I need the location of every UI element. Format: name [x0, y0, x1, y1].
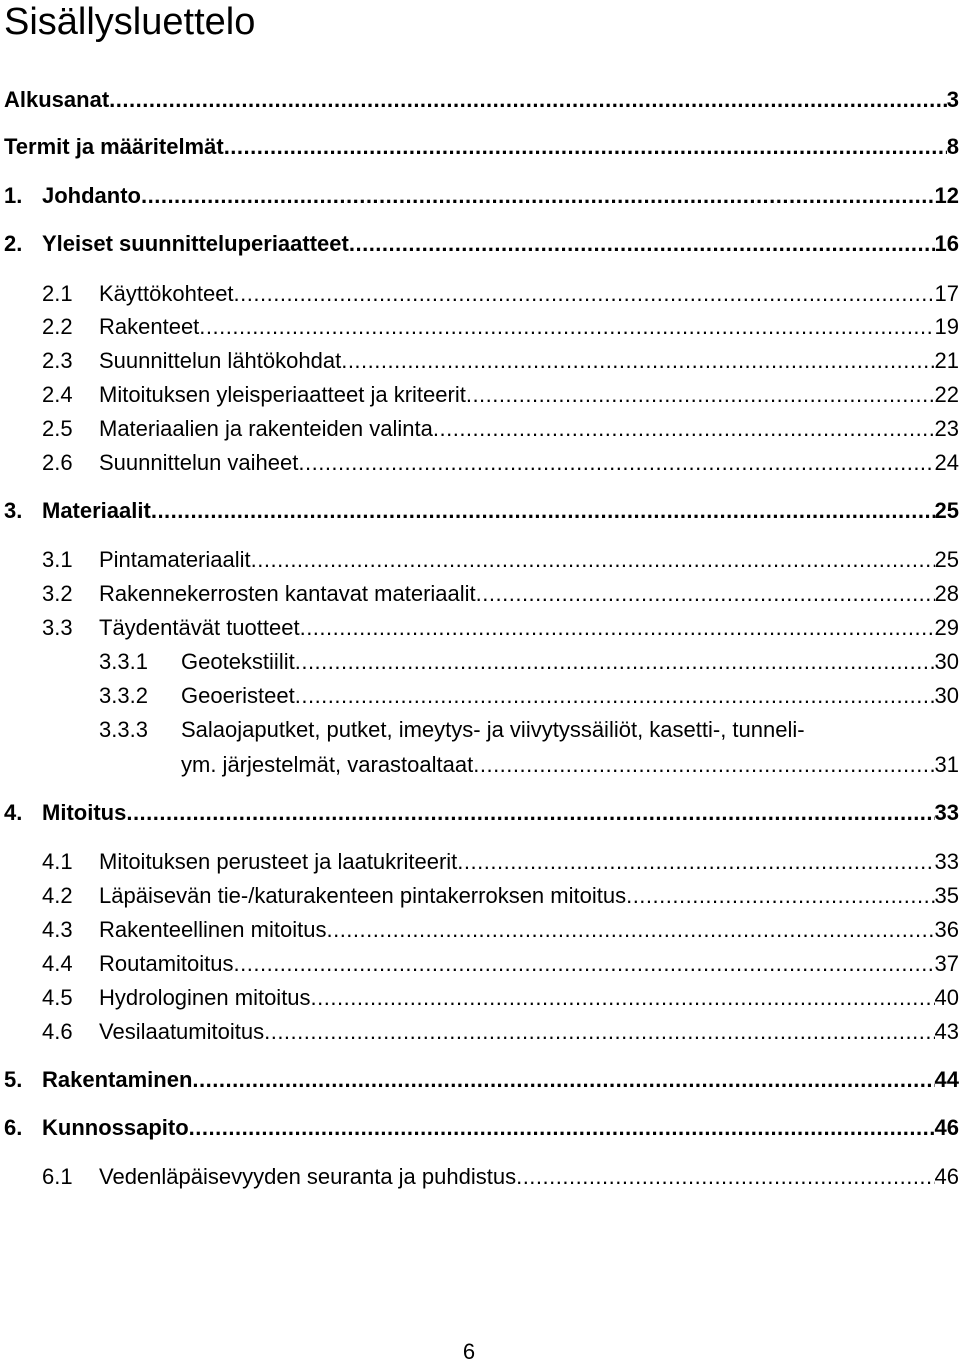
toc-entry-label: Käyttökohteet — [99, 281, 234, 306]
toc-entry-2[interactable] — [4, 230, 959, 258]
toc-entry-4-2[interactable] — [42, 882, 959, 910]
toc-entry-label: Läpäisevän tie-/katurakenteen pintakerroksen mitoitus — [99, 883, 627, 908]
toc-entry-page: 19 — [934, 314, 959, 339]
toc-entry-number: 6.1 — [42, 1164, 73, 1189]
toc-leader-dots — [433, 415, 935, 443]
toc-leader-dots — [466, 381, 935, 409]
toc-entry-2-4[interactable] — [42, 381, 959, 409]
toc-entry-4-1[interactable] — [42, 848, 959, 876]
toc-entry-page: 24 — [934, 450, 959, 475]
toc-entry-number: 4.1 — [42, 849, 73, 874]
toc-entry-3-3-2[interactable] — [99, 682, 959, 710]
toc-entry-label: Pintamateriaalit — [99, 547, 251, 572]
toc-entry-page: 40 — [934, 985, 959, 1010]
toc-entry-number: 2.4 — [42, 382, 73, 407]
toc-entry-number: 4.5 — [42, 985, 73, 1010]
toc-entry-2-3[interactable] — [42, 347, 959, 375]
toc-entry-page: 37 — [934, 951, 959, 976]
toc-leader-dots — [476, 580, 935, 608]
toc-leader-dots — [300, 614, 935, 642]
toc-entry-page: 3 — [946, 87, 959, 112]
toc-entry-5[interactable] — [4, 1066, 959, 1094]
toc-entry-label: Materiaalit — [42, 498, 151, 523]
toc-entry-page: 16 — [934, 231, 959, 256]
toc-entry-label: Täydentävät tuotteet — [99, 615, 300, 640]
toc-entry-number: 4.6 — [42, 1019, 73, 1044]
toc-entry-label: Rakenteellinen mitoitus — [99, 917, 327, 942]
toc-entry-6-1[interactable] — [42, 1163, 959, 1191]
toc-leader-dots — [295, 648, 935, 676]
toc-entry-3-1[interactable] — [42, 546, 959, 574]
toc-entry-4-4[interactable] — [42, 950, 959, 978]
toc-entry-page: 25 — [934, 498, 959, 523]
toc-entry-page: 28 — [934, 581, 959, 606]
toc-entry-2-6[interactable] — [42, 449, 959, 477]
toc-entry-number: 2.5 — [42, 416, 73, 441]
toc-leader-dots — [224, 133, 947, 161]
toc-entry-number: 2.3 — [42, 348, 73, 373]
toc-leader-dots — [141, 182, 935, 210]
toc-entry-page: 29 — [934, 615, 959, 640]
toc-entry-page: 46 — [934, 1164, 959, 1189]
toc-entry-label: Termit ja määritelmät — [4, 134, 224, 159]
toc-entry-3-3-1[interactable] — [99, 648, 959, 676]
toc-entry-page: 17 — [934, 281, 959, 306]
toc-entry-3-3-3-line2[interactable] — [181, 751, 959, 779]
toc-leader-dots — [264, 1018, 934, 1046]
toc-entry-number: 4.4 — [42, 951, 73, 976]
toc-leader-dots — [251, 546, 935, 574]
page-title: Sisällysluettelo — [4, 1, 256, 43]
toc-entry-number: 4.3 — [42, 917, 73, 942]
toc-leader-dots — [457, 848, 934, 876]
toc-entry-label-continued: ym. järjestelmät, varastoaltaat — [181, 752, 474, 777]
toc-entry-number: 2.2 — [42, 314, 73, 339]
toc-entry-4-3[interactable] — [42, 916, 959, 944]
toc-entry-label: Kunnossapito — [42, 1115, 189, 1140]
toc-entry-3-2[interactable] — [42, 580, 959, 608]
toc-entry-alkusanat[interactable] — [4, 86, 959, 114]
toc-entry-number: 3.3.1 — [99, 649, 148, 674]
toc-entry-page: 22 — [934, 382, 959, 407]
toc-entry-2-2[interactable] — [42, 313, 959, 341]
toc-entry-2-5[interactable] — [42, 415, 959, 443]
toc-entry-label: Rakentaminen — [42, 1067, 193, 1092]
toc-entry-page: 31 — [934, 752, 959, 777]
toc-entry-label: Geoeristeet — [181, 683, 295, 708]
toc-entry-label: Mitoituksen yleisperiaatteet ja kriteerit — [99, 382, 466, 407]
toc-entry-page: 33 — [934, 800, 959, 825]
toc-entry-1[interactable] — [4, 182, 959, 210]
toc-entry-4[interactable] — [4, 799, 959, 827]
toc-entry-4-5[interactable] — [42, 984, 959, 1012]
toc-entry-number: 4. — [4, 800, 23, 825]
toc-entry-number: 3. — [4, 498, 23, 523]
toc-entry-page: 44 — [934, 1067, 959, 1092]
toc-entry-page: 46 — [934, 1115, 959, 1140]
toc-entry-page: 25 — [934, 547, 959, 572]
toc-leader-dots — [151, 497, 935, 525]
toc-leader-dots — [234, 280, 935, 308]
toc-entry-number: 2.6 — [42, 450, 73, 475]
toc-entry-number: 1. — [4, 183, 23, 208]
toc-leader-dots — [326, 916, 934, 944]
toc-leader-dots — [626, 882, 934, 910]
toc-entry-page: 30 — [934, 683, 959, 708]
toc-leader-dots — [473, 751, 934, 779]
toc-entry-label: Yleiset suunnitteluperiaatteet — [42, 231, 349, 256]
toc-entry-number: 5. — [4, 1067, 23, 1092]
toc-entry-label: Johdanto — [42, 183, 141, 208]
toc-entry-number: 2.1 — [42, 281, 73, 306]
toc-entry-number: 3.1 — [42, 547, 73, 572]
toc-entry-label: Mitoitus — [42, 800, 127, 825]
toc-leader-dots — [295, 682, 935, 710]
toc-entry-label: Hydrologinen mitoitus — [99, 985, 311, 1010]
toc-entry-label: Materiaalien ja rakenteiden valinta — [99, 416, 433, 441]
toc-entry-3[interactable] — [4, 497, 959, 525]
toc-entry-label: Rakennekerrosten kantavat materiaalit — [99, 581, 476, 606]
footer-page-number: 6 — [462, 1339, 476, 1364]
toc-leader-dots — [516, 1163, 934, 1191]
toc-leader-dots — [126, 799, 934, 827]
toc-entry-label: Vedenläpäisevyyden seuranta ja puhdistus — [99, 1164, 517, 1189]
toc-entry-label: Suunnittelun lähtökohdat — [99, 348, 342, 373]
toc-entry-label: Routamitoitus — [99, 951, 234, 976]
toc-leader-dots — [199, 313, 934, 341]
toc-leader-dots — [109, 86, 947, 114]
toc-entry-page: 23 — [934, 416, 959, 441]
toc-entry-label: Vesilaatumitoitus — [99, 1019, 265, 1044]
toc-leader-dots — [234, 950, 935, 978]
toc-entry-number: 3.3.3 — [99, 717, 148, 742]
toc-entry-number: 3.3.2 — [99, 683, 148, 708]
toc-leader-dots — [189, 1114, 935, 1142]
toc-entry-number: 3.3 — [42, 615, 73, 640]
toc-entry-label: Mitoituksen perusteet ja laatukriteerit — [99, 849, 458, 874]
toc-leader-dots — [192, 1066, 934, 1094]
toc-entry-number: 4.2 — [42, 883, 73, 908]
toc-entry-2-1[interactable] — [42, 280, 959, 308]
toc-entry-page: 33 — [934, 849, 959, 874]
toc-entry-4-6[interactable] — [42, 1018, 959, 1046]
toc-entry-3-3[interactable] — [42, 614, 959, 642]
toc-entry-3-3-3-line1[interactable] — [99, 716, 805, 744]
toc-entry-page: 21 — [934, 348, 959, 373]
toc-entry-number: 3.2 — [42, 581, 73, 606]
toc-leader-dots — [349, 230, 935, 258]
toc-leader-dots — [311, 984, 935, 1012]
toc-entry-page: 36 — [934, 917, 959, 942]
toc-entry-termit[interactable] — [4, 133, 959, 161]
toc-entry-label: Rakenteet — [99, 314, 200, 339]
toc-entry-label: Geotekstiilit — [181, 649, 295, 674]
toc-entry-page: 8 — [946, 134, 959, 159]
toc-leader-dots — [341, 347, 934, 375]
toc-entry-6[interactable] — [4, 1114, 959, 1142]
toc-leader-dots — [298, 449, 934, 477]
toc-entry-page: 30 — [934, 649, 959, 674]
toc-entry-label: Salaojaputket, putket, imeytys- ja viivytyssäiliöt, kasetti-, tunneli- — [181, 717, 805, 742]
toc-entry-page: 12 — [934, 183, 959, 208]
toc-entry-page: 35 — [934, 883, 959, 908]
toc-entry-label: Suunnittelun vaiheet — [99, 450, 299, 475]
toc-entry-number: 2. — [4, 231, 23, 256]
toc-entry-number: 6. — [4, 1115, 23, 1140]
toc-entry-page: 43 — [934, 1019, 959, 1044]
toc-entry-label: Alkusanat — [4, 87, 110, 112]
